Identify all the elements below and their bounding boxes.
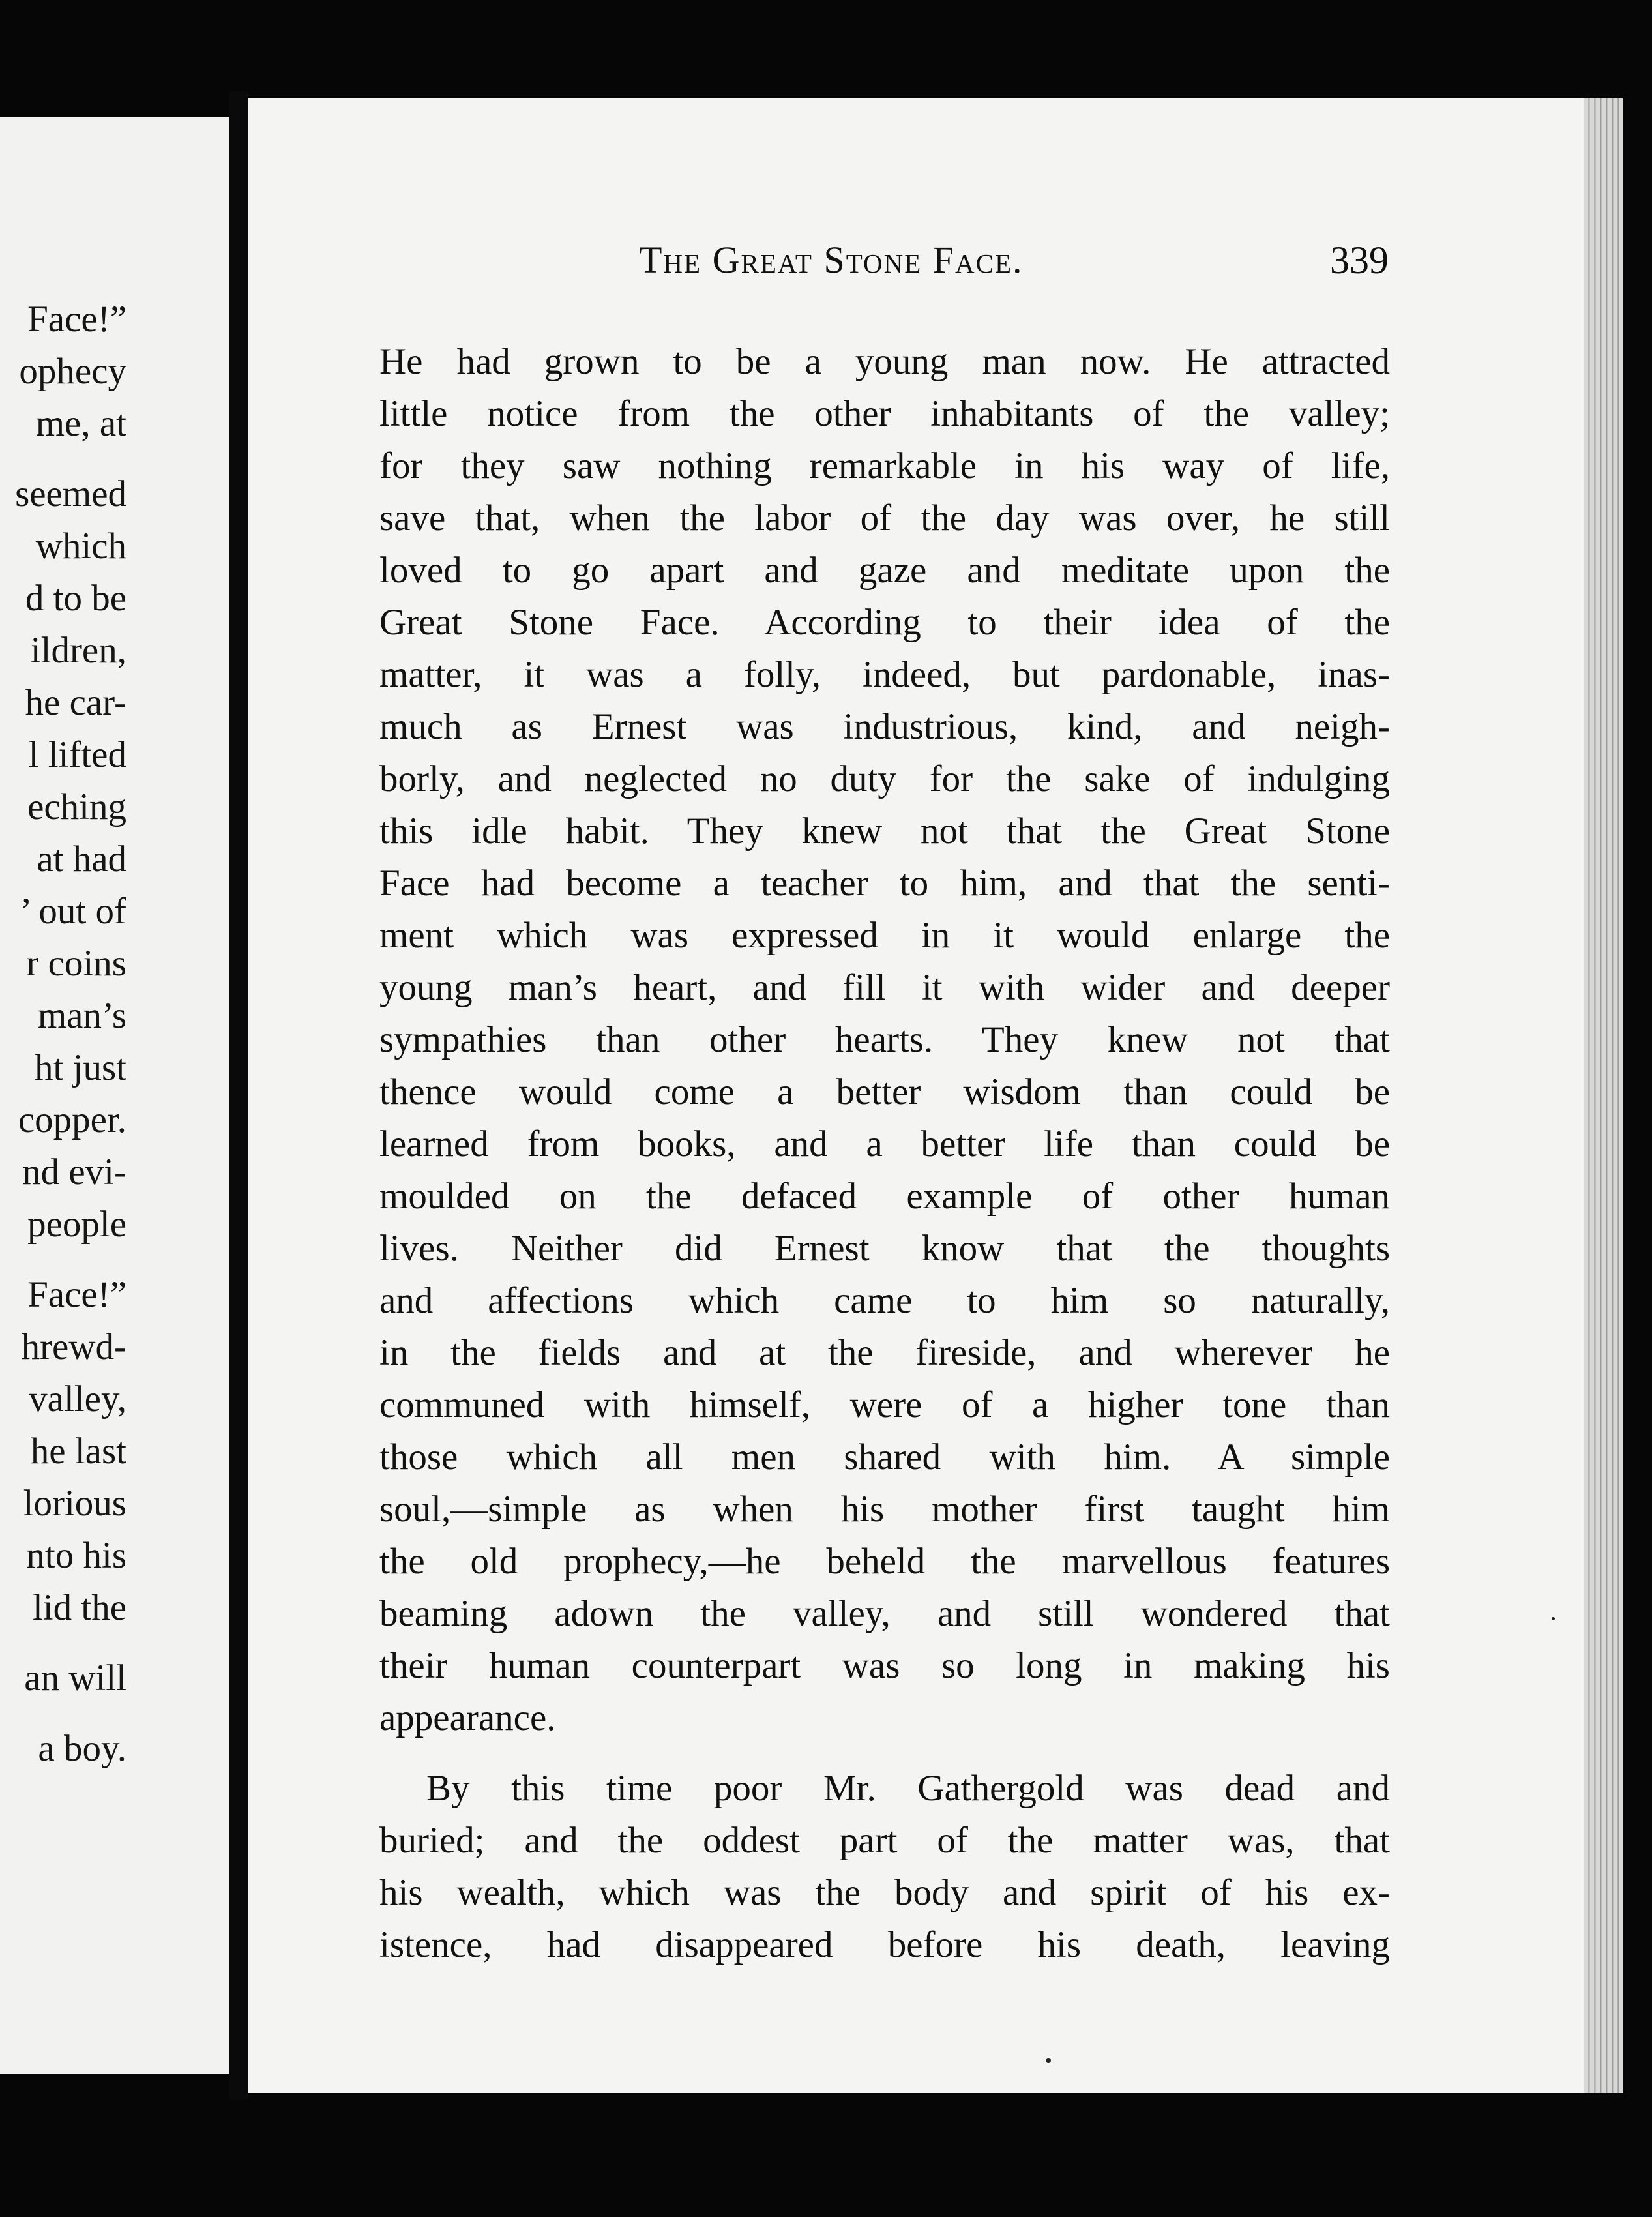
ink-speck	[1046, 2058, 1051, 2063]
text-line: learned from books, and a better life than could be	[379, 1123, 1390, 1165]
left-page-line: l lifted	[28, 734, 126, 775]
text-line: moulded on the defaced example of other human	[379, 1176, 1390, 1217]
text-line: the old prophecy,—he beheld the marvellous features	[379, 1541, 1390, 1582]
text-line: By this time poor Mr. Gathergold was dead and	[426, 1768, 1390, 1809]
text-line: buried; and the oddest part of the matter was, that	[379, 1820, 1390, 1861]
book-gutter	[229, 91, 248, 2100]
text-line: those which all men shared with him. A simple	[379, 1436, 1390, 1478]
left-page-line: copper.	[18, 1099, 126, 1140]
text-line: Great Stone Face. According to their idea of the	[379, 602, 1390, 643]
text-line: this idle habit. They knew not that the Great Stone	[379, 811, 1390, 852]
left-page-line: a boy.	[38, 1728, 126, 1769]
text-line: sympathies than other hearts. They knew not that	[379, 1019, 1390, 1060]
text-line: for they saw nothing remarkable in his way of life,	[379, 445, 1390, 486]
left-page-line: ildren,	[30, 630, 126, 671]
left-page-line: he last	[30, 1431, 126, 1472]
left-page-line: eching	[27, 786, 126, 827]
left-page-line: lorious	[23, 1483, 126, 1524]
text-line: communed with himself, were of a higher tone than	[379, 1384, 1390, 1425]
left-page-line: ht just	[35, 1047, 126, 1088]
left-page-line: Face!”	[27, 299, 126, 340]
running-title: The Great Stone Face.	[639, 239, 1024, 281]
text-line: save that, when the labor of the day was over, he still	[379, 498, 1390, 539]
left-page-line: ophecy	[19, 351, 126, 392]
left-page-line: r coins	[26, 943, 126, 984]
text-line: and affections which came to him so naturally,	[379, 1280, 1390, 1321]
text-line: in the fields and at the fireside, and wherever he	[379, 1332, 1390, 1373]
left-line-gap	[0, 1704, 126, 1723]
left-line-gap	[0, 450, 126, 468]
left-page-line: me, at	[35, 403, 126, 444]
running-head	[639, 238, 1389, 290]
left-page-line: seemed	[15, 473, 126, 514]
text-line: beaming adown the valley, and still wondered that	[379, 1593, 1390, 1634]
left-page-line: ’ out of	[20, 891, 126, 932]
page-edges	[1584, 98, 1623, 2093]
left-page-line: people	[27, 1204, 126, 1245]
text-line: ment which was expressed in it would enlarge the	[379, 915, 1390, 956]
text-line: their human counterpart was so long in making his	[379, 1645, 1390, 1686]
text-line: his wealth, which was the body and spirit of his ex-	[379, 1872, 1390, 1913]
text-line: much as Ernest was industrious, kind, and neigh-	[379, 706, 1390, 747]
left-page-line: lid the	[32, 1587, 126, 1628]
left-page-line: hrewd-	[21, 1326, 126, 1367]
left-page-line: Face!”	[27, 1274, 126, 1315]
page-number: 339	[1330, 239, 1389, 282]
text-line: borly, and neglected no duty for the sake of indulging	[379, 758, 1390, 799]
text-line: Face had become a teacher to him, and that the senti-	[379, 863, 1390, 904]
text-line: thence would come a better wisdom than could be	[379, 1071, 1390, 1112]
text-line: lives. Neither did Ernest know that the thoughts	[379, 1228, 1390, 1269]
text-line: He had grown to be a young man now. He attracted	[379, 341, 1390, 382]
left-facing-page	[0, 117, 229, 2074]
left-page-line: man’s	[37, 995, 126, 1036]
paragraph	[379, 336, 1390, 1744]
left-page-line: an will	[24, 1658, 126, 1699]
left-page-line: nd evi-	[22, 1152, 126, 1193]
body-text	[379, 336, 1390, 1971]
text-line: young man’s heart, and fill it with wider and deeper	[379, 967, 1390, 1008]
text-line: soul,—simple as when his mother first taught him	[379, 1489, 1390, 1530]
left-line-gap	[0, 1634, 126, 1652]
text-line: matter, it was a folly, indeed, but pardonable, inas-	[379, 654, 1390, 695]
text-line: istence, had disappeared before his death, leaving	[379, 1924, 1390, 1965]
left-page-line: which	[35, 526, 126, 567]
text-line: little notice from the other inhabitants of the valley;	[379, 393, 1390, 434]
paragraph-gap	[379, 1744, 1390, 1763]
left-line-gap	[0, 1251, 126, 1269]
left-page-text	[0, 293, 126, 1775]
left-page-line: d to be	[25, 578, 126, 619]
text-line: loved to go apart and gaze and meditate upon the	[379, 550, 1390, 591]
left-page-line: nto his	[26, 1535, 126, 1576]
left-page-line: he car-	[25, 682, 126, 723]
text-line: appearance.	[379, 1697, 556, 1738]
ink-speck	[1552, 1617, 1555, 1620]
left-page-line: valley,	[29, 1378, 126, 1420]
left-page-line: at had	[37, 839, 126, 880]
paragraph	[379, 1763, 1390, 1971]
